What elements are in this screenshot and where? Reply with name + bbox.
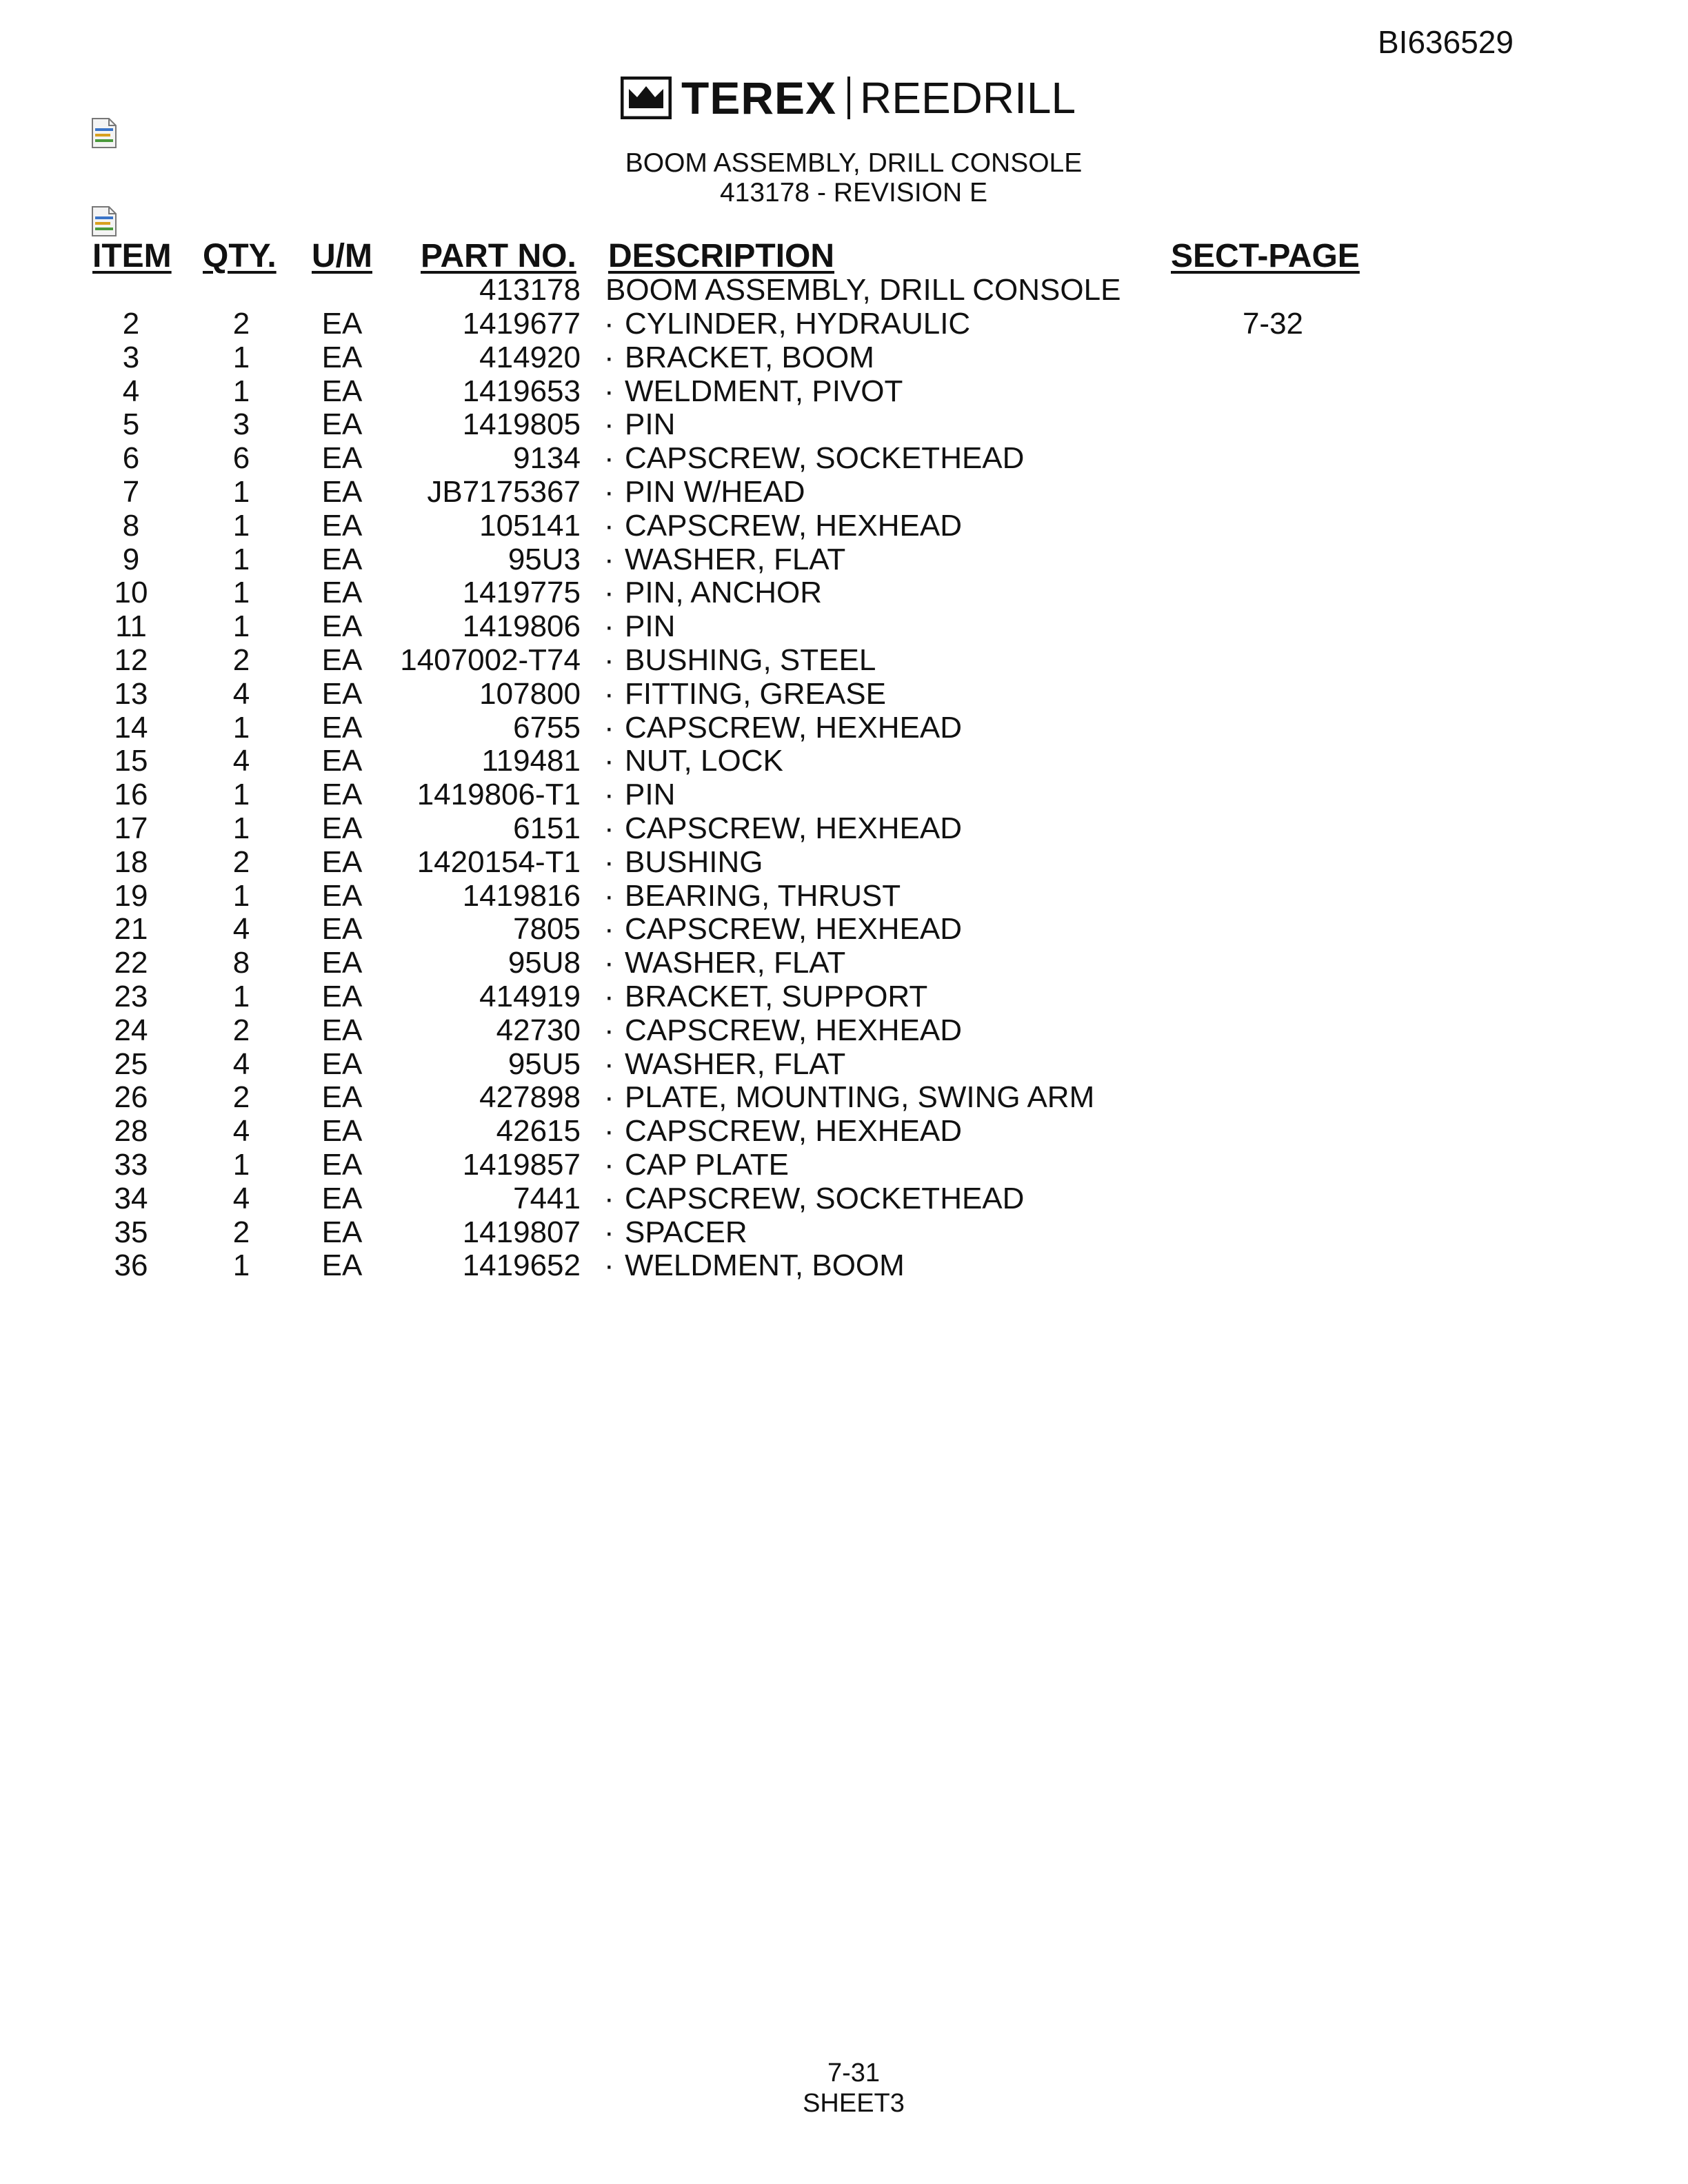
part-number: JB7175367 (427, 475, 581, 509)
column-header-item: ITEM (92, 238, 172, 274)
indent-bullet: · (604, 1248, 614, 1283)
quantity: 2 (232, 1215, 250, 1249)
item-number: 23 (114, 980, 148, 1013)
sheet-label: SHEET3 (803, 2089, 905, 2118)
indent-bullet: · (604, 340, 614, 374)
unit-of-measure: EA (321, 778, 363, 812)
description: NUT, LOCK (625, 744, 783, 778)
indent-bullet: · (604, 542, 614, 576)
description: CAPSCREW, HEXHEAD (625, 811, 962, 845)
table-row (0, 509, 1688, 543)
item-number: 9 (122, 542, 140, 576)
unit-of-measure: EA (321, 576, 363, 610)
quantity: 1 (232, 811, 250, 845)
table-row (0, 1080, 1688, 1114)
table-row (0, 1047, 1688, 1081)
table-row (0, 744, 1688, 778)
unit-of-measure: EA (321, 1114, 363, 1149)
part-number: 1419806-T1 (416, 778, 581, 812)
part-number: 1419677 (462, 307, 581, 341)
unit-of-measure: EA (321, 710, 363, 745)
part-number: 95U3 (508, 542, 581, 576)
description: BUSHING (625, 845, 763, 879)
indent-bullet: · (604, 307, 614, 341)
indent-bullet: · (604, 1181, 614, 1215)
description: FITTING, GREASE (625, 676, 886, 711)
unit-of-measure: EA (321, 744, 363, 778)
item-number: 4 (122, 374, 140, 408)
part-number: 1419775 (462, 576, 581, 610)
indent-bullet: · (604, 744, 614, 778)
unit-of-measure: EA (321, 1181, 363, 1215)
part-number: 414920 (479, 340, 581, 374)
description: BRACKET, BOOM (625, 340, 874, 374)
item-number: 8 (122, 508, 140, 543)
part-number: 6151 (513, 811, 581, 845)
quantity: 1 (232, 475, 250, 509)
terex-reedrill-logo (621, 73, 1076, 123)
table-row (0, 576, 1688, 609)
part-number: 1419805 (462, 407, 581, 442)
unit-of-measure: EA (321, 508, 363, 543)
part-number: 42730 (496, 1013, 581, 1047)
description: CAPSCREW, HEXHEAD (625, 710, 962, 745)
part-number: 1419807 (462, 1215, 581, 1249)
item-number: 12 (114, 643, 148, 677)
logo-product: REEDRILL (860, 73, 1076, 123)
indent-bullet: · (604, 1080, 614, 1115)
quantity: 1 (232, 542, 250, 576)
part-number: 414919 (479, 980, 581, 1013)
sect-page: 7-32 (1242, 307, 1304, 341)
description: CAPSCREW, HEXHEAD (625, 1013, 962, 1047)
description: SPACER (625, 1215, 747, 1249)
unit-of-measure: EA (321, 374, 363, 408)
table-row (0, 845, 1688, 879)
column-header-qty: QTY. (203, 238, 277, 274)
table-row (0, 1114, 1688, 1148)
table-row (0, 677, 1688, 711)
item-number: 2 (122, 307, 140, 341)
part-number: 107800 (479, 676, 581, 711)
table-row (0, 1215, 1688, 1249)
quantity: 4 (232, 1114, 250, 1149)
indent-bullet: · (604, 475, 614, 509)
part-number: 95U5 (508, 1046, 581, 1081)
quantity: 1 (232, 374, 250, 408)
unit-of-measure: EA (321, 1013, 363, 1047)
description: WELDMENT, PIVOT (625, 374, 903, 408)
indent-bullet: · (604, 1114, 614, 1149)
description: PIN, ANCHOR (625, 576, 823, 610)
quantity: 1 (232, 508, 250, 543)
unit-of-measure: EA (321, 946, 363, 980)
table-row (0, 1248, 1688, 1282)
quantity: 2 (232, 1080, 250, 1115)
description: CAPSCREW, SOCKETHEAD (625, 1181, 1025, 1215)
item-number: 11 (115, 609, 147, 644)
description: PIN (625, 609, 676, 644)
quantity: 6 (232, 441, 250, 476)
logo-brand: TEREX (681, 72, 837, 123)
table-row (0, 1148, 1688, 1182)
part-number: 6755 (513, 710, 581, 745)
table-row (0, 946, 1688, 980)
part-number: 1419816 (462, 878, 581, 913)
item-number: 22 (114, 946, 148, 980)
description: CAPSCREW, SOCKETHEAD (625, 441, 1025, 476)
part-number: 1419806 (462, 609, 581, 644)
unit-of-measure: EA (321, 845, 363, 879)
description: PIN (625, 407, 676, 442)
table-row (0, 879, 1688, 913)
page-number: 7-31 (827, 2059, 881, 2087)
table-row (0, 609, 1688, 643)
part-number: 7805 (513, 912, 581, 947)
document-id: BI636529 (1378, 24, 1514, 60)
quantity: 1 (232, 778, 250, 812)
item-number: 33 (114, 1148, 148, 1182)
item-number: 21 (114, 912, 148, 947)
unit-of-measure: EA (321, 307, 363, 341)
part-number: 1419857 (462, 1148, 581, 1182)
part-number: 105141 (479, 508, 581, 543)
quantity: 4 (232, 1181, 250, 1215)
part-number: 7441 (513, 1181, 581, 1215)
description: WASHER, FLAT (625, 1046, 846, 1081)
unit-of-measure: EA (321, 340, 363, 374)
quantity: 4 (232, 744, 250, 778)
table-row (0, 1013, 1688, 1047)
indent-bullet: · (604, 1013, 614, 1047)
description: CAP PLATE (625, 1148, 790, 1182)
item-number: 3 (122, 340, 140, 374)
indent-bullet: · (604, 508, 614, 543)
item-number: 5 (122, 407, 140, 442)
item-number: 19 (114, 878, 148, 913)
indent-bullet: · (604, 980, 614, 1013)
indent-bullet: · (604, 374, 614, 408)
quantity: 3 (232, 407, 250, 442)
item-number: 7 (122, 475, 140, 509)
description: BEARING, THRUST (625, 878, 901, 913)
part-number: 42615 (496, 1114, 581, 1149)
indent-bullet: · (604, 778, 614, 812)
description: CYLINDER, HYDRAULIC (625, 307, 971, 341)
table-row (0, 778, 1688, 811)
indent-bullet: · (604, 1046, 614, 1081)
quantity: 1 (232, 1148, 250, 1182)
description: PIN W/HEAD (625, 475, 805, 509)
description: WASHER, FLAT (625, 946, 846, 980)
column-header-sect-page: SECT-PAGE (1171, 238, 1360, 274)
document-revision: 413178 - REVISION E (719, 178, 988, 208)
unit-of-measure: EA (321, 676, 363, 711)
indent-bullet: · (604, 878, 614, 913)
assembly-row (0, 273, 1688, 307)
unit-of-measure: EA (321, 407, 363, 442)
indent-bullet: · (604, 1215, 614, 1249)
unit-of-measure: EA (321, 1080, 363, 1115)
table-row (0, 543, 1688, 576)
description: CAPSCREW, HEXHEAD (625, 1114, 962, 1149)
indent-bullet: · (604, 441, 614, 476)
item-number: 18 (114, 845, 148, 879)
indent-bullet: · (604, 407, 614, 442)
quantity: 8 (232, 946, 250, 980)
item-number: 14 (114, 710, 148, 745)
quantity: 2 (232, 307, 250, 341)
unit-of-measure: EA (321, 475, 363, 509)
assembly-part-no: 413178 (479, 273, 581, 307)
description: CAPSCREW, HEXHEAD (625, 912, 962, 947)
part-number: 1407002-T74 (400, 643, 581, 677)
quantity: 1 (232, 340, 250, 374)
unit-of-measure: EA (321, 1215, 363, 1249)
item-number: 26 (114, 1080, 148, 1115)
quantity: 1 (232, 980, 250, 1013)
unit-of-measure: EA (321, 609, 363, 644)
quantity: 2 (232, 845, 250, 879)
part-number: 9134 (513, 441, 581, 476)
table-row (0, 307, 1688, 341)
table-row (0, 711, 1688, 745)
quantity: 1 (232, 1248, 250, 1283)
item-number: 16 (114, 778, 148, 812)
indent-bullet: · (604, 1148, 614, 1182)
description: WELDMENT, BOOM (625, 1248, 905, 1283)
item-number: 34 (114, 1181, 148, 1215)
quantity: 4 (232, 912, 250, 947)
indent-bullet: · (604, 609, 614, 644)
description: BRACKET, SUPPORT (625, 980, 928, 1013)
quantity: 4 (232, 676, 250, 711)
item-number: 6 (122, 441, 140, 476)
description: WASHER, FLAT (625, 542, 846, 576)
item-number: 28 (114, 1114, 148, 1149)
item-number: 25 (114, 1046, 148, 1081)
column-header-um: U/M (312, 238, 372, 274)
table-row (0, 1182, 1688, 1215)
unit-of-measure: EA (321, 1248, 363, 1283)
table-row (0, 374, 1688, 408)
indent-bullet: · (604, 946, 614, 980)
table-row (0, 407, 1688, 441)
part-number: 95U8 (508, 946, 581, 980)
item-number: 36 (114, 1248, 148, 1283)
table-row (0, 811, 1688, 845)
item-number: 13 (114, 676, 148, 711)
column-header-part-no: PART NO. (421, 238, 576, 274)
document-link-icon[interactable] (90, 205, 119, 237)
description: PLATE, MOUNTING, SWING ARM (625, 1080, 1095, 1115)
item-number: 10 (114, 576, 148, 610)
unit-of-measure: EA (321, 980, 363, 1013)
part-number: 1420154-T1 (416, 845, 581, 879)
column-header-description: DESCRIPTION (608, 238, 835, 274)
quantity: 1 (232, 710, 250, 745)
item-number: 15 (114, 744, 148, 778)
unit-of-measure: EA (321, 811, 363, 845)
quantity: 1 (232, 609, 250, 644)
indent-bullet: · (604, 811, 614, 845)
quantity: 1 (232, 576, 250, 610)
quantity: 1 (232, 878, 250, 913)
quantity: 2 (232, 1013, 250, 1047)
unit-of-measure: EA (321, 878, 363, 913)
table-row (0, 475, 1688, 509)
unit-of-measure: EA (321, 1148, 363, 1182)
part-number: 119481 (481, 744, 581, 778)
table-row (0, 980, 1688, 1013)
indent-bullet: · (604, 845, 614, 879)
indent-bullet: · (604, 710, 614, 745)
part-number: 1419653 (462, 374, 581, 408)
unit-of-measure: EA (321, 542, 363, 576)
logo-divider (847, 77, 850, 119)
table-row (0, 912, 1688, 946)
unit-of-measure: EA (321, 441, 363, 476)
unit-of-measure: EA (321, 912, 363, 947)
table-row (0, 643, 1688, 677)
quantity: 4 (232, 1046, 250, 1081)
document-title: BOOM ASSEMBLY, DRILL CONSOLE (625, 148, 1083, 178)
quantity: 2 (232, 643, 250, 677)
unit-of-measure: EA (321, 643, 363, 677)
table-row (0, 341, 1688, 374)
assembly-description: BOOM ASSEMBLY, DRILL CONSOLE (605, 273, 1121, 307)
unit-of-measure: EA (321, 1046, 363, 1081)
description: BUSHING, STEEL (625, 643, 876, 677)
part-number: 427898 (479, 1080, 581, 1115)
document-link-icon[interactable] (90, 117, 119, 149)
description: PIN (625, 778, 676, 812)
item-number: 17 (114, 811, 148, 845)
terex-crown-icon (621, 77, 672, 119)
description: CAPSCREW, HEXHEAD (625, 508, 962, 543)
indent-bullet: · (604, 643, 614, 677)
indent-bullet: · (604, 576, 614, 610)
item-number: 24 (114, 1013, 148, 1047)
part-number: 1419652 (462, 1248, 581, 1283)
indent-bullet: · (604, 912, 614, 947)
item-number: 35 (114, 1215, 148, 1249)
table-row (0, 441, 1688, 475)
indent-bullet: · (604, 676, 614, 711)
